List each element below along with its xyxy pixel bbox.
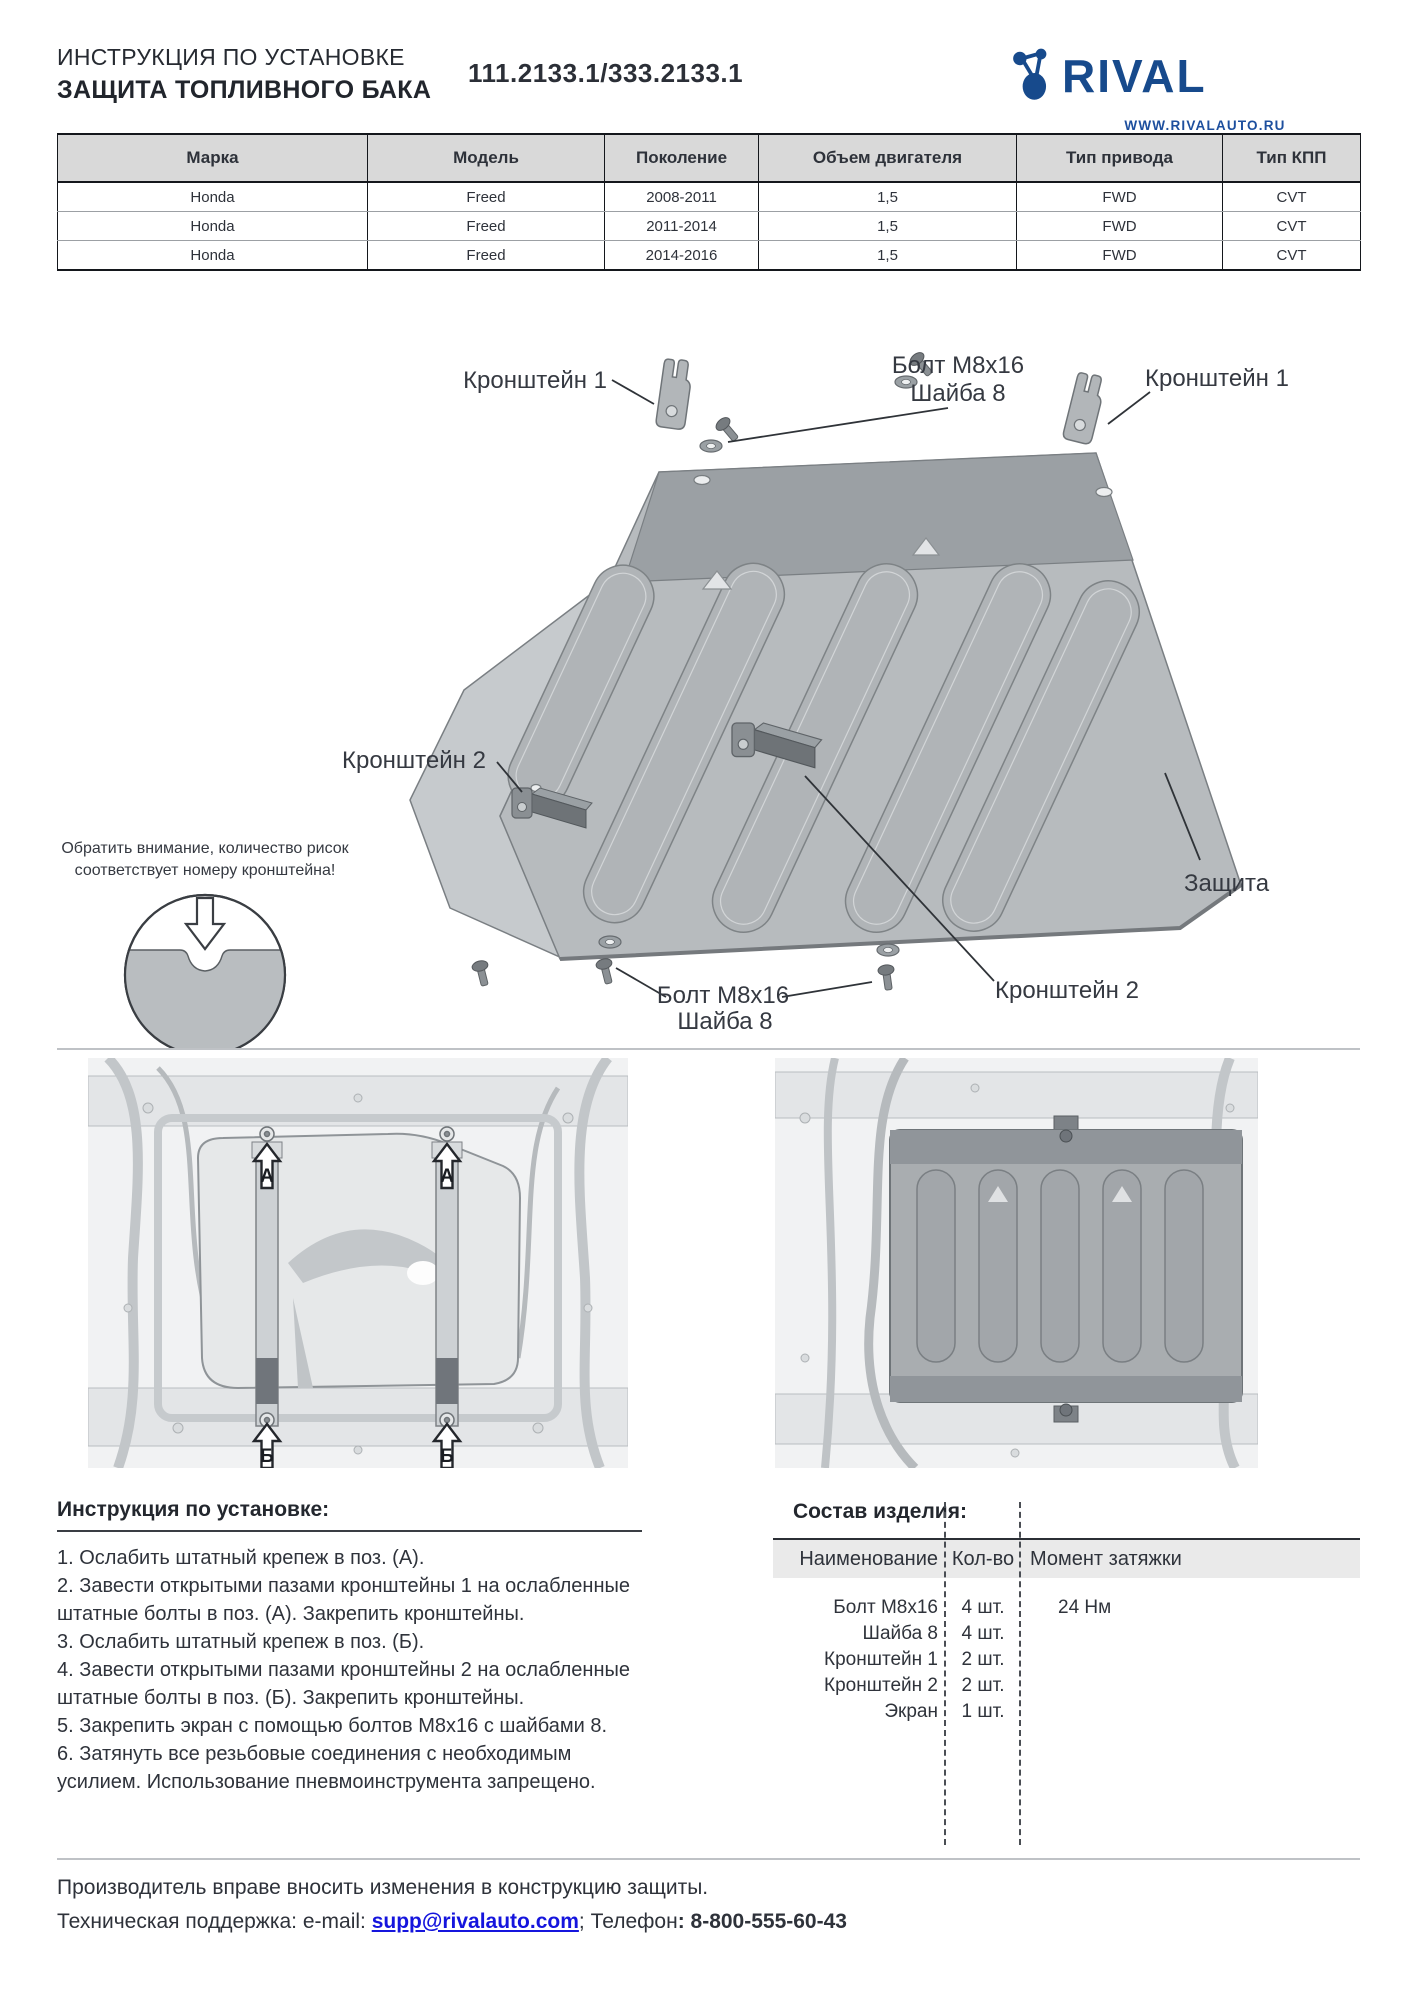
col-header: Кол-во bbox=[951, 1547, 1015, 1570]
washer-icon bbox=[599, 936, 621, 948]
footer-disclaimer: Производитель вправе вносить изменения в конструкцию защиты. bbox=[57, 1876, 709, 1899]
support-email-link[interactable]: supp@rivalauto.com bbox=[371, 1910, 579, 1933]
col-header: Поколение bbox=[605, 134, 759, 182]
table-row: Honda Freed 2014-2016 1,5 FWD CVT bbox=[58, 241, 1361, 271]
parts-row: Шайба 8 4 шт. bbox=[862, 1623, 1005, 1644]
label-bolt-bottom-2: Шайба 8 bbox=[677, 1008, 773, 1035]
divider bbox=[57, 1048, 1360, 1050]
dashed-column-divider bbox=[944, 1502, 946, 1845]
label-bolt-bottom-1: Болт М8х16 bbox=[656, 982, 790, 1009]
instructions-heading: Инструкция по установке: bbox=[57, 1498, 330, 1521]
heading-rule bbox=[57, 1530, 642, 1532]
washer-icon bbox=[700, 440, 722, 452]
table-row: Honda Freed 2011-2014 1,5 FWD CVT bbox=[58, 212, 1361, 241]
bolt-icon bbox=[595, 957, 617, 985]
parts-heading: Состав изделия: bbox=[793, 1500, 967, 1523]
bracket1-icon bbox=[1062, 371, 1107, 445]
parts-row: Кронштейн 1 2 шт. bbox=[824, 1649, 1005, 1670]
photo-shield-installed bbox=[775, 1058, 1258, 1468]
website-url: WWW.RIVALAUTO.RU bbox=[1124, 118, 1286, 133]
separator: ; bbox=[578, 1910, 585, 1933]
leader-line bbox=[612, 380, 654, 404]
instruction-step: 3. Ослабить штатный крепеж в поз. (Б). bbox=[57, 1631, 425, 1653]
parts-row: Экран 1 шт. bbox=[884, 1701, 1005, 1722]
label-bolt-top-2: Шайба 8 bbox=[910, 380, 1006, 407]
marker-b: Б bbox=[260, 1446, 274, 1467]
fitment-table bbox=[57, 133, 1361, 271]
washer-icon bbox=[877, 944, 899, 956]
doc-title-line1: ИНСТРУКЦИЯ ПО УСТАНОВКЕ bbox=[57, 44, 405, 70]
bolt-icon bbox=[471, 959, 493, 987]
parts-header-row bbox=[773, 1540, 1360, 1578]
table-row: Honda Freed 2008-2011 1,5 FWD CVT bbox=[58, 182, 1361, 212]
part-number: 111.2133.1/333.2133.1 bbox=[468, 58, 744, 88]
support-label: Техническая поддержка: e-mail: bbox=[57, 1910, 372, 1933]
leader-line bbox=[782, 982, 872, 997]
col-header: Марка bbox=[58, 134, 368, 182]
instruction-step: 6. Затянуть все резьбовые соединения с необходимым усилием. Использование пневмоинструмента запрещено. bbox=[57, 1743, 596, 1793]
instruction-step: 1. Ослабить штатный крепеж в поз. (А). bbox=[57, 1547, 425, 1569]
col-header: Тип привода bbox=[1017, 134, 1223, 182]
shield-plate-drawing bbox=[410, 453, 1241, 959]
marker-b: Б bbox=[440, 1446, 454, 1467]
doc-title-line2: ЗАЩИТА ТОПЛИВНОГО БАКА bbox=[57, 76, 432, 104]
note-block bbox=[61, 840, 349, 1050]
exploded-diagram bbox=[0, 258, 1414, 1050]
note-text-line2: соответствует номеру кронштейна! bbox=[74, 862, 336, 879]
footer-support bbox=[57, 1910, 847, 1934]
support-phone: : 8-800-555-60-43 bbox=[677, 1910, 847, 1933]
rival-logo bbox=[1008, 44, 1207, 107]
parts-row: Болт М8х16 4 шт. 24 Нм bbox=[833, 1597, 1112, 1618]
label-bracket2-right: Кронштейн 2 bbox=[995, 977, 1139, 1004]
col-header: Момент затяжки bbox=[1030, 1547, 1182, 1570]
instruction-step: 4. Завести открытыми пазами кронштейны 2 на ослабленные штатные болты в поз. (Б). Закрепить кронштейны. bbox=[57, 1659, 631, 1709]
photo-underbody-stock bbox=[88, 1058, 628, 1468]
col-header: Тип КПП bbox=[1223, 134, 1361, 182]
installed-shield bbox=[890, 1116, 1242, 1422]
bracket1-icon bbox=[655, 358, 693, 430]
leader-line bbox=[728, 408, 948, 442]
marker-a: А bbox=[440, 1166, 454, 1187]
phone-label: Телефон bbox=[584, 1910, 678, 1933]
marker-a: А bbox=[260, 1166, 274, 1187]
note-text-line1: Обратить внимание, количество рисок bbox=[61, 840, 349, 857]
label-bracket1-left: Кронштейн 1 bbox=[463, 367, 607, 394]
label-shield: Защита bbox=[1184, 870, 1270, 897]
instruction-step: 2. Завести открытыми пазами кронштейны 1 на ослабленные штатные болты в поз. (А). Закрепить кронштейны. bbox=[57, 1575, 631, 1625]
col-header: Объем двигателя bbox=[759, 134, 1017, 182]
parts-row: Кронштейн 2 2 шт. bbox=[824, 1675, 1005, 1696]
dashed-column-divider bbox=[1019, 1502, 1021, 1845]
parts-list bbox=[773, 1500, 1360, 1722]
col-header: Наименование bbox=[799, 1547, 938, 1570]
instruction-step: 5. Закрепить экран с помощью болтов М8х16 с шайбами 8. bbox=[57, 1715, 607, 1737]
label-bracket1-right: Кронштейн 1 bbox=[1145, 365, 1289, 392]
divider bbox=[57, 1858, 1360, 1860]
molecule-icon bbox=[1008, 44, 1054, 107]
fitment-header-row bbox=[58, 134, 1361, 182]
bolt-icon bbox=[877, 964, 896, 991]
label-bracket2-left: Кронштейн 2 bbox=[342, 747, 486, 774]
label-bolt-top-1: Болт М8х16 bbox=[891, 352, 1025, 379]
brand-name: RIVAL bbox=[1062, 49, 1207, 102]
leader-line bbox=[1108, 392, 1150, 424]
installation-instructions bbox=[57, 1498, 635, 1796]
col-header: Модель bbox=[368, 134, 605, 182]
